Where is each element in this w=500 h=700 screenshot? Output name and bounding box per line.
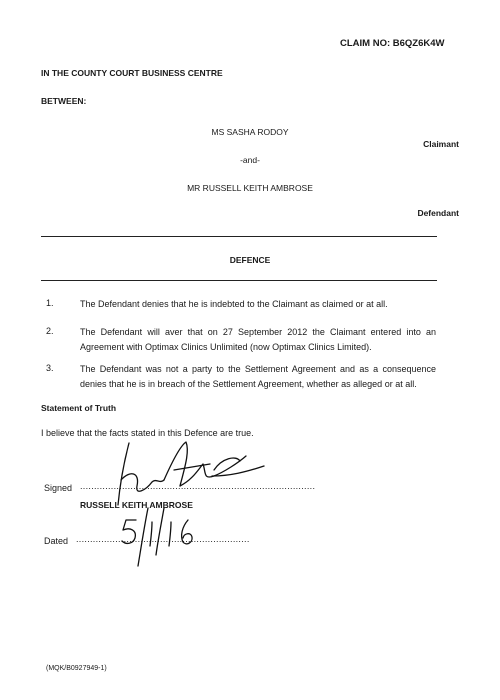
- and-separator: -and-: [240, 155, 260, 165]
- paragraph-number: 2.: [46, 326, 54, 336]
- handwritten-signature: [118, 442, 264, 505]
- top-rule: [41, 236, 437, 237]
- statement-of-truth-text: I believe that the facts stated in this Defence are true.: [41, 428, 254, 438]
- bottom-rule: [41, 280, 437, 281]
- footer-reference: (MQK/B0927949-1): [46, 665, 107, 672]
- paragraph-number: 1.: [46, 298, 54, 308]
- signed-label: Signed: [44, 483, 73, 493]
- claimant-role: Claimant: [423, 139, 459, 149]
- court-heading: IN THE COUNTY COURT BUSINESS CENTRE: [41, 68, 223, 78]
- defendant-name: MR RUSSELL KEITH AMBROSE: [187, 183, 313, 193]
- paragraph-text: The Defendant denies that he is indebted to the Claimant as claimed or at all.: [80, 299, 388, 309]
- statement-of-truth-heading: Statement of Truth: [41, 403, 117, 413]
- paragraph-number: 3.: [46, 363, 54, 373]
- between-label: BETWEEN:: [41, 96, 87, 106]
- dated-label: Dated: [44, 536, 69, 546]
- claimant-name: MS SASHA RODOY: [211, 127, 289, 137]
- paragraph-text: The Defendant will aver that on 27 September 2012 the Claimant entered into an Agreement with Optimax Clinics Unlimited (now Optimax Clinics Limited).: [80, 327, 436, 352]
- date-line: ..............................................................: [76, 534, 250, 544]
- document-title: DEFENCE: [229, 255, 271, 265]
- signature-line: ....................................................................................: [80, 481, 316, 491]
- claim-number: CLAIM NO: B6QZ6K4W: [340, 38, 445, 49]
- signer-name: RUSSELL KEITH AMBROSE: [80, 500, 193, 510]
- defendant-role: Defendant: [417, 208, 459, 218]
- paragraph-text: The Defendant was not a party to the Settlement Agreement and as a consequence denies that he is in breach of the Settlement Agreement, whether as alleged or at all.: [80, 364, 436, 389]
